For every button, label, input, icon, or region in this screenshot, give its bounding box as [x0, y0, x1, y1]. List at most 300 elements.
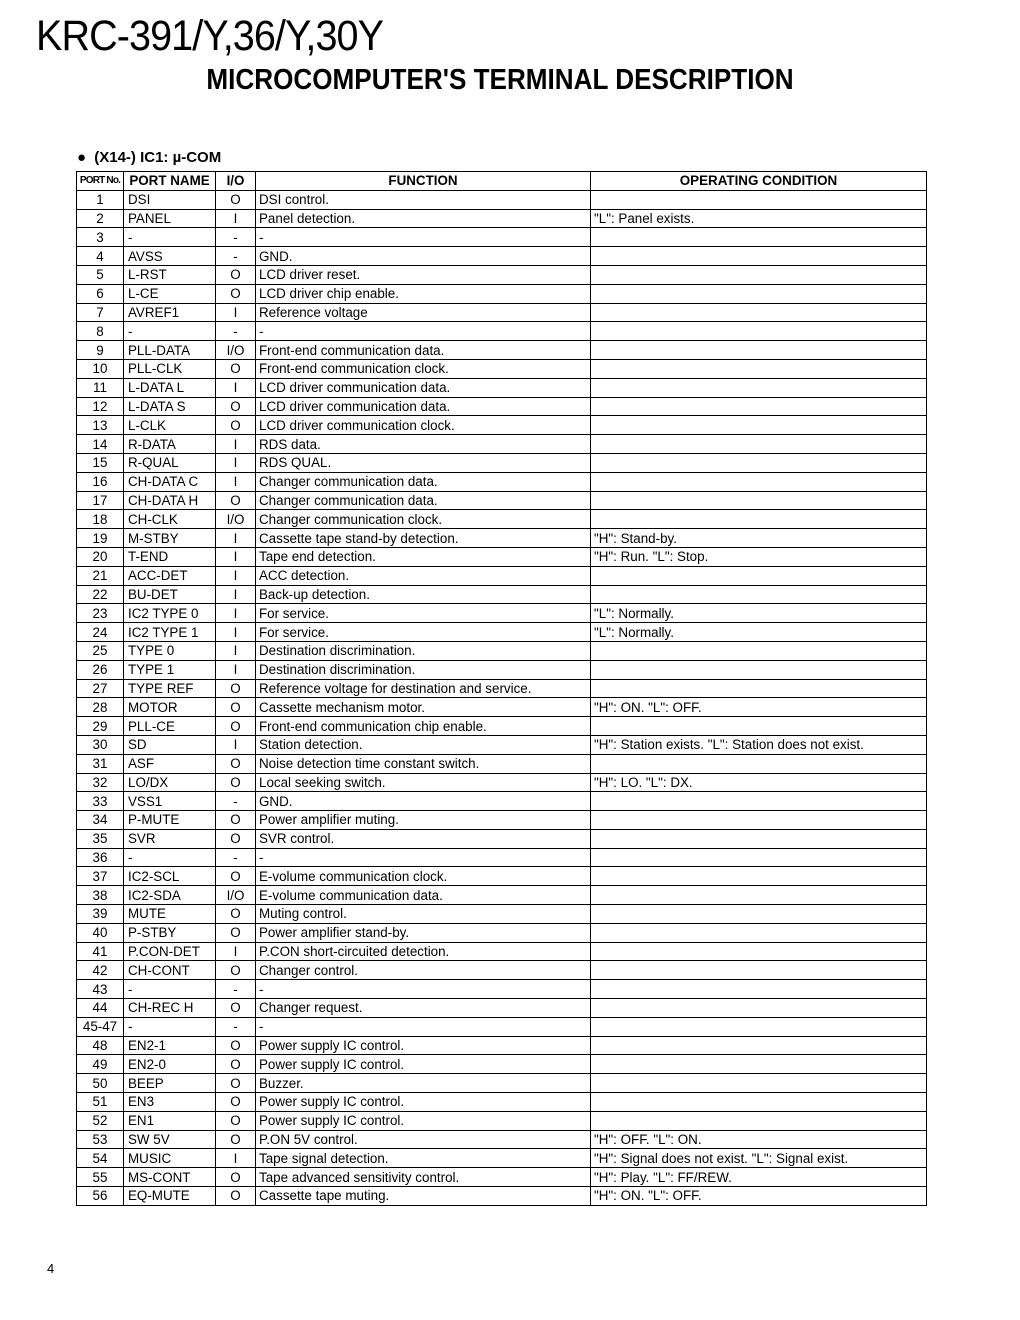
cell-function: Changer communication data.	[256, 491, 591, 510]
cell-io: O	[216, 359, 256, 378]
cell-operating-condition	[591, 1093, 927, 1112]
cell-function: Tape advanced sensitivity control.	[256, 1168, 591, 1187]
cell-function: Power amplifier muting.	[256, 811, 591, 830]
cell-function: Changer control.	[256, 961, 591, 980]
cell-port-name: L-DATA L	[124, 378, 216, 397]
cell-port-no: 26	[77, 660, 124, 679]
cell-port-name: VSS1	[124, 792, 216, 811]
cell-port-no: 38	[77, 886, 124, 905]
cell-io: O	[216, 265, 256, 284]
cell-io: O	[216, 905, 256, 924]
table-row	[77, 378, 927, 397]
table-row	[77, 698, 927, 717]
cell-port-no: 43	[77, 980, 124, 999]
table-row	[77, 961, 927, 980]
cell-io: I	[216, 623, 256, 642]
cell-operating-condition	[591, 641, 927, 660]
cell-io: O	[216, 679, 256, 698]
cell-port-name: BU-DET	[124, 585, 216, 604]
cell-port-no: 45-47	[77, 1017, 124, 1036]
cell-port-name: EQ-MUTE	[124, 1187, 216, 1206]
cell-port-name: AVSS	[124, 247, 216, 266]
cell-port-no: 18	[77, 510, 124, 529]
cell-io: -	[216, 980, 256, 999]
table-row	[77, 416, 927, 435]
cell-port-name: R-QUAL	[124, 453, 216, 472]
cell-port-no: 20	[77, 547, 124, 566]
cell-port-name: ACC-DET	[124, 566, 216, 585]
table-row	[77, 265, 927, 284]
col-header-operating-condition: OPERATING CONDITION	[591, 172, 927, 191]
cell-function: LCD driver communication data.	[256, 378, 591, 397]
table-row	[77, 303, 927, 322]
cell-function: Back-up detection.	[256, 585, 591, 604]
cell-function: Panel detection.	[256, 209, 591, 228]
cell-port-name: PLL-DATA	[124, 341, 216, 360]
cell-function: LCD driver communication clock.	[256, 416, 591, 435]
cell-function: Power supply IC control.	[256, 1111, 591, 1130]
cell-function: -	[256, 228, 591, 247]
cell-io: O	[216, 190, 256, 209]
col-header-function: FUNCTION	[256, 172, 591, 191]
cell-io: O	[216, 698, 256, 717]
table-row	[77, 472, 927, 491]
cell-function: ACC detection.	[256, 566, 591, 585]
cell-function: LCD driver chip enable.	[256, 284, 591, 303]
cell-port-name: P-MUTE	[124, 811, 216, 830]
table-row	[77, 1017, 927, 1036]
cell-port-no: 22	[77, 585, 124, 604]
cell-port-name: PANEL	[124, 209, 216, 228]
table-row	[77, 735, 927, 754]
cell-io: O	[216, 1111, 256, 1130]
cell-port-name: MUSIC	[124, 1149, 216, 1168]
cell-io: I	[216, 604, 256, 623]
cell-port-name: PLL-CLK	[124, 359, 216, 378]
cell-operating-condition: "H": Run. "L": Stop.	[591, 547, 927, 566]
table-row	[77, 717, 927, 736]
cell-io: I/O	[216, 886, 256, 905]
cell-io: O	[216, 1055, 256, 1074]
cell-port-name: IC2-SCL	[124, 867, 216, 886]
cell-port-name: CH-DATA C	[124, 472, 216, 491]
cell-function: Reference voltage for destination and service.	[256, 679, 591, 698]
cell-io: O	[216, 1074, 256, 1093]
table-row	[77, 341, 927, 360]
cell-port-name: IC2-SDA	[124, 886, 216, 905]
cell-operating-condition: "H": Play. "L": FF/REW.	[591, 1168, 927, 1187]
cell-operating-condition	[591, 566, 927, 585]
table-row	[77, 1055, 927, 1074]
table-row	[77, 435, 927, 454]
cell-io: I	[216, 209, 256, 228]
cell-port-name: -	[124, 322, 216, 341]
cell-function: Destination discrimination.	[256, 660, 591, 679]
cell-function: Cassette tape stand-by detection.	[256, 529, 591, 548]
table-row	[77, 660, 927, 679]
cell-io: O	[216, 717, 256, 736]
cell-port-no: 42	[77, 961, 124, 980]
cell-function: Destination discrimination.	[256, 641, 591, 660]
cell-io: O	[216, 491, 256, 510]
cell-operating-condition: "H": ON. "L": OFF.	[591, 698, 927, 717]
cell-operating-condition	[591, 999, 927, 1018]
cell-operating-condition	[591, 359, 927, 378]
table-row	[77, 980, 927, 999]
cell-io: O	[216, 867, 256, 886]
cell-port-name: L-DATA S	[124, 397, 216, 416]
table-row	[77, 453, 927, 472]
cell-operating-condition	[591, 886, 927, 905]
cell-function: Front-end communication clock.	[256, 359, 591, 378]
cell-port-no: 56	[77, 1187, 124, 1206]
table-row	[77, 867, 927, 886]
cell-port-name: TYPE 0	[124, 641, 216, 660]
table-row	[77, 604, 927, 623]
cell-port-no: 7	[77, 303, 124, 322]
cell-operating-condition	[591, 942, 927, 961]
cell-port-no: 52	[77, 1111, 124, 1130]
cell-function: Changer communication clock.	[256, 510, 591, 529]
cell-function: Station detection.	[256, 735, 591, 754]
cell-io: I	[216, 660, 256, 679]
cell-operating-condition	[591, 378, 927, 397]
table-row	[77, 754, 927, 773]
table-row	[77, 1036, 927, 1055]
cell-port-name: PLL-CE	[124, 717, 216, 736]
table-row	[77, 999, 927, 1018]
cell-function: -	[256, 848, 591, 867]
cell-function: SVR control.	[256, 829, 591, 848]
cell-io: I	[216, 529, 256, 548]
cell-io: I/O	[216, 341, 256, 360]
cell-operating-condition: "H": Signal does not exist. "L": Signal exist.	[591, 1149, 927, 1168]
table-row	[77, 1187, 927, 1206]
cell-operating-condition	[591, 1055, 927, 1074]
cell-io: O	[216, 397, 256, 416]
cell-function: RDS data.	[256, 435, 591, 454]
cell-port-name: EN1	[124, 1111, 216, 1130]
cell-io: O	[216, 1168, 256, 1187]
cell-port-no: 16	[77, 472, 124, 491]
cell-port-name: BEEP	[124, 1074, 216, 1093]
cell-port-no: 39	[77, 905, 124, 924]
table-row	[77, 1111, 927, 1130]
cell-operating-condition	[591, 397, 927, 416]
cell-io: -	[216, 322, 256, 341]
cell-io: -	[216, 247, 256, 266]
table-row	[77, 322, 927, 341]
cell-port-name: L-CLK	[124, 416, 216, 435]
cell-port-name: LO/DX	[124, 773, 216, 792]
cell-port-name: R-DATA	[124, 435, 216, 454]
table-row	[77, 641, 927, 660]
cell-function: Muting control.	[256, 905, 591, 924]
cell-port-name: CH-CLK	[124, 510, 216, 529]
table-row	[77, 1074, 927, 1093]
col-header-port-no: PORT No.	[77, 172, 124, 191]
cell-io: O	[216, 1093, 256, 1112]
table-row	[77, 510, 927, 529]
table-row	[77, 1130, 927, 1149]
table-row	[77, 623, 927, 642]
cell-io: I	[216, 942, 256, 961]
cell-port-no: 27	[77, 679, 124, 698]
terminal-table	[76, 171, 927, 1206]
cell-port-no: 40	[77, 923, 124, 942]
table-row	[77, 585, 927, 604]
cell-port-no: 21	[77, 566, 124, 585]
cell-port-name: SD	[124, 735, 216, 754]
cell-port-no: 34	[77, 811, 124, 830]
cell-port-no: 41	[77, 942, 124, 961]
cell-function: LCD driver communication data.	[256, 397, 591, 416]
cell-operating-condition: "H": OFF. "L": ON.	[591, 1130, 927, 1149]
cell-operating-condition	[591, 792, 927, 811]
cell-function: Tape end detection.	[256, 547, 591, 566]
cell-function: Power supply IC control.	[256, 1093, 591, 1112]
cell-function: E-volume communication data.	[256, 886, 591, 905]
table-row	[77, 848, 927, 867]
cell-function: Local seeking switch.	[256, 773, 591, 792]
cell-port-no: 44	[77, 999, 124, 1018]
cell-port-name: MS-CONT	[124, 1168, 216, 1187]
cell-operating-condition: "H": ON. "L": OFF.	[591, 1187, 927, 1206]
cell-io: O	[216, 961, 256, 980]
cell-operating-condition	[591, 284, 927, 303]
cell-io: I	[216, 303, 256, 322]
cell-operating-condition	[591, 660, 927, 679]
cell-io: I	[216, 547, 256, 566]
cell-operating-condition	[591, 1074, 927, 1093]
cell-port-name: TYPE REF	[124, 679, 216, 698]
cell-port-no: 6	[77, 284, 124, 303]
cell-port-name: MOTOR	[124, 698, 216, 717]
cell-io: I	[216, 566, 256, 585]
ic-heading	[77, 149, 221, 166]
cell-port-no: 49	[77, 1055, 124, 1074]
cell-port-name: P.CON-DET	[124, 942, 216, 961]
cell-function: P.CON short-circuited detection.	[256, 942, 591, 961]
cell-port-name: SVR	[124, 829, 216, 848]
table-row	[77, 284, 927, 303]
cell-io: O	[216, 999, 256, 1018]
cell-operating-condition	[591, 867, 927, 886]
cell-function: Reference voltage	[256, 303, 591, 322]
cell-port-no: 10	[77, 359, 124, 378]
cell-port-no: 37	[77, 867, 124, 886]
cell-port-no: 32	[77, 773, 124, 792]
cell-port-name: AVREF1	[124, 303, 216, 322]
cell-io: O	[216, 1130, 256, 1149]
cell-port-name: MUTE	[124, 905, 216, 924]
table-row	[77, 905, 927, 924]
cell-io: O	[216, 923, 256, 942]
table-row	[77, 209, 927, 228]
cell-operating-condition	[591, 228, 927, 247]
cell-function: For service.	[256, 604, 591, 623]
bullet-icon: ●	[77, 149, 87, 166]
cell-port-no: 48	[77, 1036, 124, 1055]
cell-port-name: M-STBY	[124, 529, 216, 548]
cell-port-no: 13	[77, 416, 124, 435]
cell-function: Changer request.	[256, 999, 591, 1018]
cell-io: I	[216, 641, 256, 660]
cell-operating-condition	[591, 416, 927, 435]
cell-port-no: 14	[77, 435, 124, 454]
cell-port-name: -	[124, 848, 216, 867]
cell-port-no: 55	[77, 1168, 124, 1187]
cell-port-no: 9	[77, 341, 124, 360]
cell-operating-condition	[591, 829, 927, 848]
cell-io: I	[216, 585, 256, 604]
cell-operating-condition: "L": Normally.	[591, 604, 927, 623]
cell-operating-condition	[591, 247, 927, 266]
cell-io: -	[216, 228, 256, 247]
cell-function: P.ON 5V control.	[256, 1130, 591, 1149]
cell-io: I	[216, 453, 256, 472]
cell-operating-condition	[591, 754, 927, 773]
table-row	[77, 566, 927, 585]
cell-operating-condition	[591, 1017, 927, 1036]
cell-port-no: 35	[77, 829, 124, 848]
cell-port-name: L-RST	[124, 265, 216, 284]
table-row	[77, 811, 927, 830]
cell-io: -	[216, 792, 256, 811]
ic-heading-text: (X14-) IC1: µ-COM	[94, 149, 222, 166]
cell-port-no: 23	[77, 604, 124, 623]
cell-function: Power amplifier stand-by.	[256, 923, 591, 942]
table-row	[77, 247, 927, 266]
table-row	[77, 228, 927, 247]
table-row	[77, 397, 927, 416]
cell-io: -	[216, 1017, 256, 1036]
cell-port-name: EN2-0	[124, 1055, 216, 1074]
table-body	[77, 190, 927, 1205]
table-row	[77, 1093, 927, 1112]
cell-operating-condition: "H": LO. "L": DX.	[591, 773, 927, 792]
cell-port-name: IC2 TYPE 0	[124, 604, 216, 623]
cell-function: GND.	[256, 247, 591, 266]
cell-operating-condition: "H": Station exists. "L": Station does not exist.	[591, 735, 927, 754]
table-row	[77, 1168, 927, 1187]
cell-operating-condition: "L": Panel exists.	[591, 209, 927, 228]
cell-port-name: TYPE 1	[124, 660, 216, 679]
cell-port-no: 3	[77, 228, 124, 247]
col-header-io: I/O	[216, 172, 256, 191]
cell-port-no: 51	[77, 1093, 124, 1112]
cell-io: I	[216, 378, 256, 397]
cell-port-name: P-STBY	[124, 923, 216, 942]
cell-operating-condition	[591, 303, 927, 322]
cell-operating-condition: "L": Normally.	[591, 623, 927, 642]
cell-port-name: SW 5V	[124, 1130, 216, 1149]
table-row	[77, 923, 927, 942]
cell-function: For service.	[256, 623, 591, 642]
cell-io: O	[216, 754, 256, 773]
cell-io: O	[216, 416, 256, 435]
cell-operating-condition	[591, 1111, 927, 1130]
table-row	[77, 547, 927, 566]
cell-operating-condition	[591, 472, 927, 491]
cell-function: Tape signal detection.	[256, 1149, 591, 1168]
cell-port-no: 24	[77, 623, 124, 642]
model-title: KRC-391/Y,36/Y,30Y	[36, 12, 384, 60]
cell-port-no: 4	[77, 247, 124, 266]
cell-port-no: 1	[77, 190, 124, 209]
cell-io: I	[216, 435, 256, 454]
cell-operating-condition	[591, 923, 927, 942]
cell-port-no: 28	[77, 698, 124, 717]
cell-port-no: 8	[77, 322, 124, 341]
cell-function: GND.	[256, 792, 591, 811]
cell-port-name: CH-CONT	[124, 961, 216, 980]
cell-port-name: ASF	[124, 754, 216, 773]
cell-operating-condition	[591, 811, 927, 830]
table-row	[77, 886, 927, 905]
table-row	[77, 942, 927, 961]
cell-function: Changer communication data.	[256, 472, 591, 491]
cell-function: Front-end communication chip enable.	[256, 717, 591, 736]
table-row	[77, 1149, 927, 1168]
cell-operating-condition	[591, 585, 927, 604]
cell-port-name: -	[124, 1017, 216, 1036]
cell-io: O	[216, 284, 256, 303]
cell-port-name: -	[124, 228, 216, 247]
cell-function: -	[256, 322, 591, 341]
cell-port-no: 17	[77, 491, 124, 510]
cell-operating-condition	[591, 717, 927, 736]
cell-port-no: 25	[77, 641, 124, 660]
table-row	[77, 829, 927, 848]
cell-port-name: -	[124, 980, 216, 999]
cell-io: I	[216, 472, 256, 491]
cell-operating-condition	[591, 980, 927, 999]
cell-operating-condition: "H": Stand-by.	[591, 529, 927, 548]
cell-io: O	[216, 1036, 256, 1055]
table-row	[77, 359, 927, 378]
table-header-row	[77, 172, 927, 191]
cell-function: -	[256, 980, 591, 999]
cell-port-no: 19	[77, 529, 124, 548]
cell-port-no: 5	[77, 265, 124, 284]
cell-operating-condition	[591, 510, 927, 529]
cell-port-name: CH-REC H	[124, 999, 216, 1018]
cell-port-no: 11	[77, 378, 124, 397]
cell-function: E-volume communication clock.	[256, 867, 591, 886]
table-row	[77, 529, 927, 548]
table-row	[77, 773, 927, 792]
cell-operating-condition	[591, 265, 927, 284]
cell-io: O	[216, 773, 256, 792]
col-header-port-name: PORT NAME	[124, 172, 216, 191]
cell-operating-condition	[591, 679, 927, 698]
cell-port-name: IC2 TYPE 1	[124, 623, 216, 642]
cell-function: Noise detection time constant switch.	[256, 754, 591, 773]
table-row	[77, 491, 927, 510]
cell-port-name: L-CE	[124, 284, 216, 303]
page-number: 4	[47, 1261, 55, 1276]
cell-function: RDS QUAL.	[256, 453, 591, 472]
section-title: MICROCOMPUTER'S TERMINAL DESCRIPTION	[206, 64, 794, 96]
cell-function: Front-end communication data.	[256, 341, 591, 360]
cell-io: -	[216, 848, 256, 867]
cell-port-no: 53	[77, 1130, 124, 1149]
cell-function: DSI control.	[256, 190, 591, 209]
cell-io: I	[216, 735, 256, 754]
cell-port-no: 30	[77, 735, 124, 754]
cell-port-no: 31	[77, 754, 124, 773]
